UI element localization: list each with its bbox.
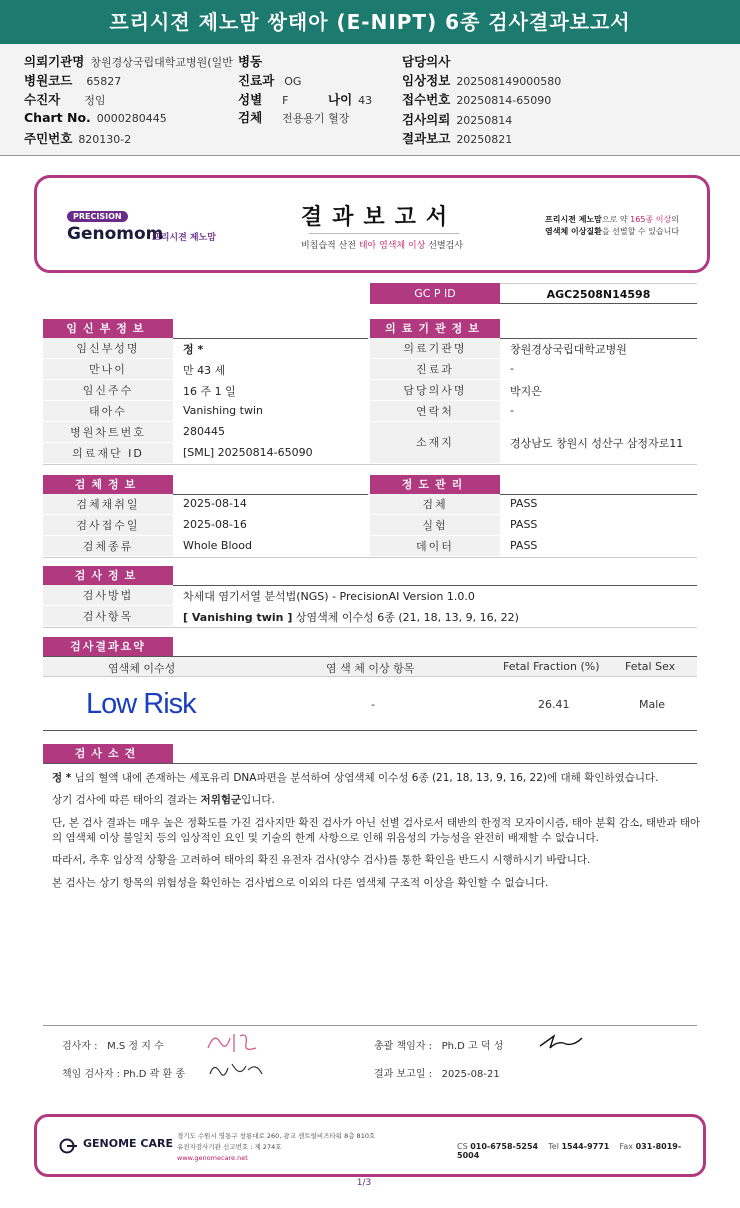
tester-name: M.S 정 지 수 bbox=[107, 1041, 164, 1052]
cs-label: CS bbox=[457, 1142, 468, 1151]
ward-label: 병동 bbox=[238, 54, 263, 69]
finding-paragraph-5: 본 검사는 상기 항목의 위험성을 확인하는 검사법으로 이외의 다른 염색체 구조적 이상을 확인할 수 없습니다. bbox=[52, 877, 549, 889]
gcpid-label: GC P ID bbox=[370, 283, 500, 304]
qc-specimen-label: 검체 bbox=[370, 494, 500, 515]
chart-label: Chart No. bbox=[24, 110, 91, 125]
resp-signature bbox=[206, 1056, 266, 1084]
genome-care-logo: GENOME CARE bbox=[83, 1137, 173, 1150]
attending-label: 담당의사 bbox=[402, 54, 451, 69]
req-org-field bbox=[24, 52, 233, 70]
patient-label: 수진자 bbox=[24, 92, 61, 107]
ff-value: 26.41 bbox=[538, 698, 570, 711]
genomom-logo: Genomom bbox=[67, 224, 164, 244]
findings-section-line bbox=[43, 763, 697, 764]
finding-text-2-post: 입니다. bbox=[241, 794, 275, 806]
gest-week-value: 16 주 1 일 bbox=[183, 385, 236, 398]
signature-divider bbox=[43, 1025, 697, 1026]
pregnant-section-title: 임신부정보 bbox=[43, 319, 173, 338]
finding-text-1: 님의 혈액 내에 존재하는 세포유리 DNA파편을 분석하여 상염색체 이수성 6종 (21, 18, 13, 9, 16, 22)에 대해 확인하였습니다. bbox=[71, 772, 659, 784]
report-date-field bbox=[402, 129, 512, 147]
cs-number: 010-6758-5254 bbox=[470, 1142, 539, 1151]
info-bottom-line bbox=[43, 464, 697, 465]
hosp-code-value: 65827 bbox=[86, 75, 122, 88]
fetus-count-value: Vanishing twin bbox=[183, 404, 263, 417]
footer-address bbox=[177, 1131, 375, 1164]
heading-divider bbox=[309, 233, 459, 234]
req-date-field bbox=[402, 110, 512, 128]
finding-paragraph-2 bbox=[52, 793, 702, 808]
chief-label: 총괄 책임자 : bbox=[374, 1041, 433, 1052]
pregnant-name-value: 정 * bbox=[183, 343, 204, 356]
test-bottom-line bbox=[43, 627, 697, 628]
patient-value: 정임 bbox=[84, 94, 106, 107]
address-value: 경상남도 창원시 성산구 삼정자로11 bbox=[510, 437, 684, 450]
banner-tagline bbox=[545, 214, 695, 238]
tester-signature bbox=[204, 1028, 264, 1056]
items-rest: 상염색체 이수성 6종 (21, 18, 13, 9, 16, 22) bbox=[292, 611, 519, 624]
summary-header bbox=[43, 656, 697, 677]
report-date-label: 결과보고 bbox=[402, 131, 451, 146]
pregnant-age-label: 만나이 bbox=[43, 359, 173, 380]
tester-field bbox=[62, 1037, 164, 1052]
specimen-bottom-line bbox=[43, 557, 697, 558]
summary-col-ff: Fetal Fraction (%) bbox=[503, 660, 600, 673]
subtitle-post: 선별검사 bbox=[425, 241, 464, 251]
items-value bbox=[183, 609, 519, 625]
specimen-field bbox=[238, 108, 349, 126]
rrn-field bbox=[24, 129, 131, 147]
qc-experiment-value: PASS bbox=[510, 518, 538, 531]
footer-addr-line2: 유전자검사기관 신고번호 : 제 274호 bbox=[177, 1143, 282, 1151]
patient-field bbox=[24, 90, 106, 108]
finding-text-2-pre: 상기 검사에 따른 태아의 결과는 bbox=[52, 794, 201, 806]
tagline-text-3: 을 선별할 수 있습니다 bbox=[601, 227, 680, 236]
hosp-code-field bbox=[24, 71, 121, 89]
gcpid-value: AGC2508N14598 bbox=[500, 283, 697, 304]
req-date-value: 20250814 bbox=[456, 114, 513, 127]
finding-paragraph-3: 단, 본 검사 결과는 매우 높은 정확도를 가진 검사지만 확진 검사가 아닌 선별 검사로서 태반의 한정적 모자이시즘, 태아 분획 감소, 태반과 태아의 염색체 이상 불일치 등의 임상적인 요인 및 기술의 한계 사항으로 인해 위음성의 가능성을 완전히 배제할 수 없습니다. bbox=[52, 817, 701, 844]
pregnant-age-value: 만 43 세 bbox=[183, 364, 226, 377]
sex-value: F bbox=[282, 94, 289, 107]
summary-col-abnormal: 염 색 체 이상 항목 bbox=[326, 662, 415, 675]
report-date-value: 20250821 bbox=[456, 133, 513, 146]
qc-experiment-label: 실험 bbox=[370, 515, 500, 536]
chart-number-label: 병원차트번호 bbox=[43, 422, 173, 443]
clinical-label: 임상정보 bbox=[402, 73, 451, 88]
chart-value: 0000280445 bbox=[96, 112, 167, 125]
req-org-value: 창원경상국립대학교병원(일반 bbox=[90, 56, 233, 69]
age-value: 43 bbox=[358, 94, 373, 107]
req-date-label: 검사의뢰 bbox=[402, 112, 451, 127]
tagline-text-2: 의 bbox=[671, 215, 679, 224]
summary-section-title: 검사결과요약 bbox=[43, 637, 173, 656]
receipt-field bbox=[402, 90, 551, 108]
qc-specimen-value: PASS bbox=[510, 497, 538, 510]
collect-date-label: 검체채취일 bbox=[43, 494, 173, 515]
request-header bbox=[0, 44, 740, 156]
footer-addr-line1: 경기도 수원시 영통구 창룡대로 260, 광교 센트럴비즈타워 8층 810호 bbox=[177, 1132, 376, 1140]
ward-field bbox=[238, 52, 262, 70]
findings-section-title: 검사소견 bbox=[43, 744, 173, 763]
tagline-brand: 프리시젼 제노맘 bbox=[545, 215, 602, 224]
dept-value: OG bbox=[284, 75, 302, 88]
clinical-field bbox=[402, 71, 561, 89]
fax-label: Fax bbox=[619, 1142, 634, 1151]
genomom-sub: 프리시젼 제노맘 bbox=[152, 233, 216, 243]
page-number: 1/3 bbox=[356, 1178, 372, 1188]
resp-field bbox=[62, 1065, 185, 1080]
qc-data-value: PASS bbox=[510, 539, 538, 552]
method-value: 차세대 염기서열 분석법(NGS) - PrecisionAI Version 1.0.0 bbox=[183, 590, 475, 603]
test-section-title: 검사정보 bbox=[43, 566, 173, 585]
doctor-value: 박지은 bbox=[510, 385, 542, 398]
method-label: 검사방법 bbox=[43, 585, 173, 606]
specimen-value: 전용용기 혈장 bbox=[282, 112, 350, 125]
sex-label: 성별 bbox=[238, 92, 263, 107]
fax-number: 031-8019-5004 bbox=[457, 1142, 682, 1160]
fetus-count-label: 태아수 bbox=[43, 401, 173, 422]
items-label: 검사항목 bbox=[43, 606, 173, 627]
report-title-bar: 프리시젼 제노맘 쌍태아 (E-NIPT) 6종 검사결과보고서 bbox=[0, 0, 740, 44]
hosp-code-label: 병원코드 bbox=[24, 73, 73, 88]
foundation-id-value: [SML] 20250814-65090 bbox=[183, 446, 313, 459]
sex-field bbox=[238, 90, 288, 108]
finding-patient-name: 정 * bbox=[52, 772, 72, 784]
finding-paragraph-4: 따라서, 추후 임상적 상황을 고려하여 태아의 확진 유전자 검사(양수 검사)를 통한 확인을 반드시 시행하시기 바랍니다. bbox=[52, 854, 591, 866]
receive-date-value: 2025-08-16 bbox=[183, 518, 247, 531]
rrn-value: 820130-2 bbox=[78, 133, 132, 146]
receipt-label: 접수번호 bbox=[402, 92, 451, 107]
genome-care-logo-icon bbox=[59, 1138, 79, 1154]
subtitle-pre: 비침습적 산전 bbox=[300, 241, 359, 251]
subtitle-highlight: 태아 염색체 이상 bbox=[358, 241, 426, 251]
tagline-bold-2: 염색체 이상질환 bbox=[545, 227, 602, 236]
contact-label: 연락처 bbox=[370, 401, 500, 422]
tel-number: 1544-9771 bbox=[561, 1142, 610, 1151]
summary-col-sex: Fetal Sex bbox=[625, 660, 676, 673]
age-label: 나이 bbox=[328, 92, 353, 107]
institution-dept-value: - bbox=[510, 362, 514, 375]
tagline-highlight: 165종 이상 bbox=[630, 215, 672, 224]
fetal-sex-value: Male bbox=[639, 698, 666, 711]
dept-field bbox=[238, 71, 301, 89]
report-date-field-sig bbox=[374, 1065, 500, 1080]
institution-name-value: 창원경상국립대학교병원 bbox=[510, 343, 627, 356]
specimen-section-title: 검체정보 bbox=[43, 475, 173, 494]
footer-contact bbox=[457, 1142, 703, 1160]
specimen-label: 검체 bbox=[238, 110, 263, 125]
chart-field bbox=[24, 110, 167, 125]
address-label: 소재지 bbox=[370, 422, 500, 464]
specimen-type-value: Whole Blood bbox=[183, 539, 252, 552]
receive-date-label: 검사접수일 bbox=[43, 515, 173, 536]
pregnant-name-label: 임신부성명 bbox=[43, 338, 173, 359]
precision-tag: PRECISION bbox=[67, 211, 128, 222]
specimen-type-label: 검체종류 bbox=[43, 536, 173, 557]
tagline-text-1: 으로 약 bbox=[601, 215, 631, 224]
rrn-label: 주민번호 bbox=[24, 131, 73, 146]
clinical-value: 20250814900058​0 bbox=[456, 75, 562, 88]
resp-label: 책임 검사자 : bbox=[62, 1069, 124, 1080]
foundation-id-label: 의료재단 ID bbox=[43, 443, 173, 464]
tel-label: Tel bbox=[548, 1142, 559, 1151]
institution-section-title: 의료기관정보 bbox=[370, 319, 500, 338]
finding-risk-group: 저위험군 bbox=[200, 794, 242, 806]
tester-label: 검사자 : bbox=[62, 1041, 98, 1052]
receipt-value: 20250814-65090 bbox=[456, 94, 552, 107]
summary-bottom-line bbox=[43, 730, 697, 731]
resp-name: Ph.D 곽 환 종 bbox=[123, 1069, 185, 1080]
institution-dept-label: 진료과 bbox=[370, 359, 500, 380]
chief-field bbox=[374, 1037, 503, 1052]
institution-name-label: 의료기관명 bbox=[370, 338, 500, 359]
age-field bbox=[328, 90, 372, 108]
chief-signature bbox=[536, 1030, 586, 1052]
report-heading: 결과보고서 bbox=[300, 205, 458, 230]
dept-label: 진료과 bbox=[238, 73, 275, 88]
finding-paragraph-1 bbox=[52, 771, 702, 786]
risk-result: Low Risk bbox=[86, 688, 196, 720]
gest-week-label: 임신주수 bbox=[43, 380, 173, 401]
chief-name: Ph.D 고 덕 성 bbox=[441, 1041, 504, 1052]
sig-date-label: 결과 보고일 : bbox=[374, 1069, 433, 1080]
sig-date-value: 2025-08-21 bbox=[441, 1069, 500, 1080]
doctor-label: 담당의사명 bbox=[370, 380, 500, 401]
summary-col-aneuploidy: 염색체 이수성 bbox=[108, 662, 176, 675]
footer-url[interactable]: www.genomecare.net bbox=[177, 1154, 248, 1162]
report-banner bbox=[34, 175, 710, 273]
attending-field bbox=[402, 52, 450, 70]
contact-value: - bbox=[510, 404, 514, 417]
qc-data-label: 데이터 bbox=[370, 536, 500, 557]
report-subtitle bbox=[287, 238, 477, 251]
req-org-label: 의뢰기관명 bbox=[24, 54, 85, 69]
chart-number-value: 280445 bbox=[183, 425, 225, 438]
footer-box bbox=[34, 1114, 706, 1177]
collect-date-value: 2025-08-14 bbox=[183, 497, 247, 510]
abnormal-value: - bbox=[371, 698, 375, 711]
qc-section-title: 정도관리 bbox=[370, 475, 500, 494]
items-bold: [ Vanishing twin ] bbox=[183, 611, 293, 624]
